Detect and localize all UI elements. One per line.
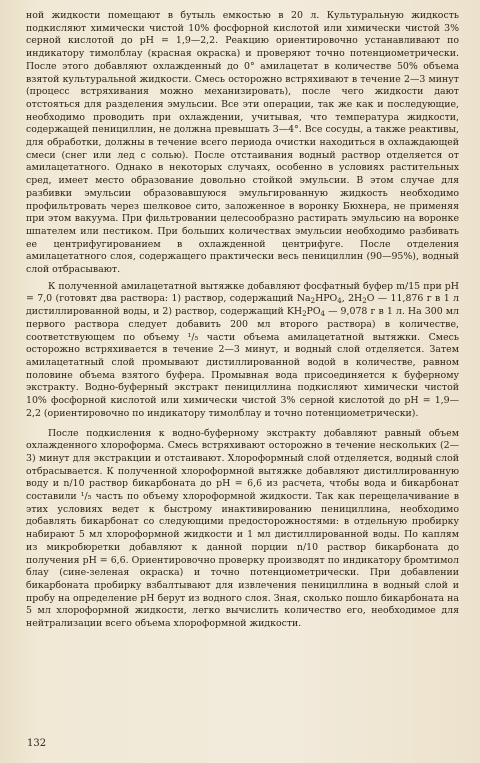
page-number: 132 (27, 738, 47, 749)
subscript: 4 (320, 310, 325, 319)
subscript: 2 (362, 297, 367, 306)
text-run: PO (306, 306, 321, 318)
text-run: , 2H (341, 293, 363, 305)
text-run: O — 11,876 г в 1 л дистиллированной воды, и 2) раствор, содержащий KH (26, 293, 459, 318)
subscript: 2 (310, 297, 316, 306)
paragraph-extraction-procedure: ной жидкости помещают в бутыль емкостью в 20 л. Культуральную жидкость подкисляют химически чистой 10% фосфорной кислотой или химически чистой 3% серной кислотой до pH = 1,9—2,2. Реакцию ориентировочно устанавливают по индикатору тимолблау (красная окраска) и проверяют точно потенциометрически. После этого добавляют охлажденный до 0° амилацетат в количестве 50% объема взятой культуральной жидкости. Смесь осторожно встряхивают в течение 2—3 минут (процесс встряхивания можно механизировать), после чего жидкости дают отстояться для разделения эмульсии. Все эти операции, так же как и последующие, необходимо проводить при охлаждении, учитывая, что температура жидкости, содержащей пенициллин, не должна превышать 3—4°. Все сосуды, а также реактивы, для обработки, должны в течение всего периода очистки находиться в охлаждающей смеси (снег или лед с солью). После отстаивания водный раствор отделяется от амилацетатного. Однако в некоторых случаях, особенно в условиях растительных сред, имеет место образование довольно стойкой эмульсии. В этом случае для разбивки эмульсии образовавшуюся эмульгированную жидкость необходимо профильтровать через шелковое сито, заложенное в воронку Бюхнера, не применяя при этом вакуума. При фильтровании целесообразно растирать эмульсию на воронке шпателем или пестиком. При больших количествах эмульсии необходимо разбивать ее центрифугированием в охлажденной центрифуге. После отделения амилацетатного слоя, содержащего практически весь пенициллин (90—95%), водный слой отбрасывают. (26, 10, 459, 276)
paragraph-phosphate-buffer (26, 281, 459, 421)
text-run: HPO (315, 293, 338, 305)
paragraph-chloroform-extraction: После подкисления к водно-буферному экстракту добавляют равный объем охлажденного хлороформа. Смесь встряхивают осторожно в течение нескольких (2—3) минут для экстракции и отстаивают. Хлороформный слой отделяется, водный слой отбрасывается. К полученной хлороформной вытяжке добавляют дистиллированную воду и n/10 раствор бикарбоната до pH = 6,6 из расчета, чтобы вода и бикарбонат составили ¹/₅ часть по объему хлороформной жидкости. Так как перещелачивание в этих условиях ведет к быстрому инактивированию пенициллина, необходимо добавлять бикарбонат со следующими предосторожностями: в отдельную пробирку набирают 5 мл хлороформной жидкости и 1 мл дистиллированной воды. По каплям из микробюретки добавляют к данной порции n/10 раствор бикарбоната до получения pH = 6,6. Ориентировочно проверку производят по индикатору бромтимол блау (сине-зеленая окраска) и точно потенциометрически. При добавлении бикарбоната пробирку взбалтывают для извлечения пенициллина в водный слой и пробу на определение pH берут из водного слоя. Зная, сколько пошло бикарбоната на 5 мл хлороформной жидкости, легко вычислить количество его, необходимое для нейтрализации всего объема хлороформной жидкости. (26, 427, 459, 630)
subscript: 4 (337, 297, 342, 306)
subscript: 2 (302, 310, 307, 319)
text-run: К полученной амилацетатной вытяжке добавляют фосфатный буфер m/15 при pH = 7,0 (готовят два раствора: 1) раствор, содержащий Na (26, 280, 459, 305)
text-run: — 9,078 г в 1 л. На 300 мл первого раствора следует добавить 200 мл второго раствора) в количестве, соответствующем по объему ¹/₅ части объема амилацетатной вытяжки. Смесь осторожно встряхивается в течение 2—3 минут, и водный слой отделяется. Затем амилацетатный слой промывают дистиллированной водой в количестве, равном половине объема взятого буфера. Промывная вода присоединяется к буферному экстракту. Водно-буферный экстракт пенициллина подкисляют химически чистой 10% фосфорной кислотой или химически чистой 3% серной кислотой до pH = 1,9—2,2 (ориентировочно по индикатору тимолблау и точно потенциометрически). (26, 306, 459, 419)
